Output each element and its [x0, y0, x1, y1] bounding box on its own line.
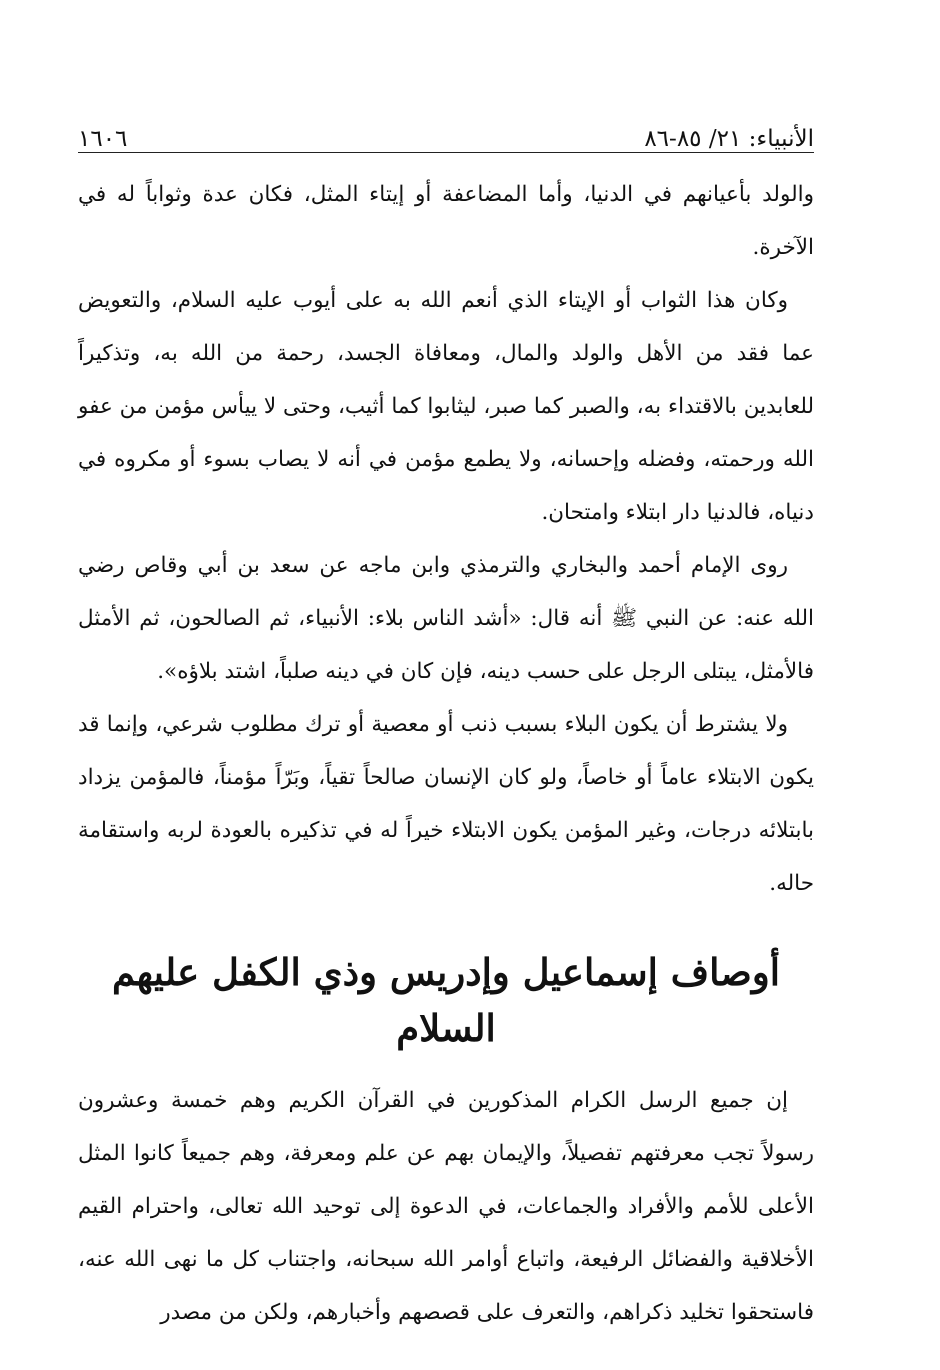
- paragraph-continuation: والولد بأعيانهم في الدنيا، وأما المضاعفة أو إيتاء المثل، فكان عدة وثواباً له في الآخرة.: [78, 182, 814, 260]
- section-heading: أوصاف إسماعيل وإدريس وذي الكفل عليهم السلام: [112, 950, 780, 1050]
- paragraph-hadith: روى الإمام أحمد والبخاري والترمذي وابن ماجه عن سعد بن أبي وقاص رضي الله عنه: عن النبي ﷺ أنه قال: «أشد الناس بلاء: الأنبياء، ثم الصالحون، ثم الأمثل فالأمثل، يبتلى الرجل على حسب دينه، فإن كان في دينه صلباً، اشتد بلاؤه».: [78, 553, 814, 684]
- paragraph-trial: ولا يشترط أن يكون البلاء بسبب ذنب أو معصية أو ترك مطلوب شرعي، وإنما قد يكون الابتلاء عاماً أو خاصاً، ولو كان الإنسان صالحاً تقياً، وبَرّاً مؤمناً، فالمؤمن يزداد بابتلائه درجات، وغير المؤمن يكون الابتلاء خيراً له في تذكيره بالعودة لربه واستقامة حاله.: [78, 712, 814, 896]
- header-reference: الأنبياء: ٢١/ ٨٥-٨٦: [644, 126, 814, 152]
- body-text: [78, 168, 814, 1339]
- paragraph-messengers: إن جميع الرسل الكرام المذكورين في القرآن الكريم وهم خمسة وعشرون رسولاً تجب معرفتهم تفصيلاً، والإيمان بهم عن علم ومعرفة، وهم جميعاً كانوا المثل الأعلى للأمم والأفراد والجماعات، في الدعوة إلى توحيد الله تعالى، واحترام القيم الأخلاقية والفضائل الرفيعة، واتباع أوامر الله سبحانه، واجتناب كل ما نهى الله عنه، فاستحقوا تخليد ذكراهم، والتعرف على قصصهم وأخبارهم، ولكن من مصدر: [78, 1088, 814, 1325]
- paragraph-ayyub-reward: وكان هذا الثواب أو الإيتاء الذي أنعم الله به على أيوب عليه السلام، والتعويض عما فقد من الأهل والولد والمال، ومعافاة الجسد، رحمة من الله به، وتذكيراً للعابدين بالاقتداء به، والصبر كما صبر، ليثابوا كما أثيب، وحتى لا ييأس مؤمن من عفو الله ورحمته، وفضله وإحسانه، ولا يطمع مؤمن في أنه لا يصاب بسوء أو مكروه في دنياه، فالدنيا دار ابتلاء وامتحان.: [78, 288, 814, 525]
- running-header: [78, 112, 814, 152]
- header-rule: [78, 152, 814, 153]
- page-number: ١٦٠٦: [78, 126, 128, 152]
